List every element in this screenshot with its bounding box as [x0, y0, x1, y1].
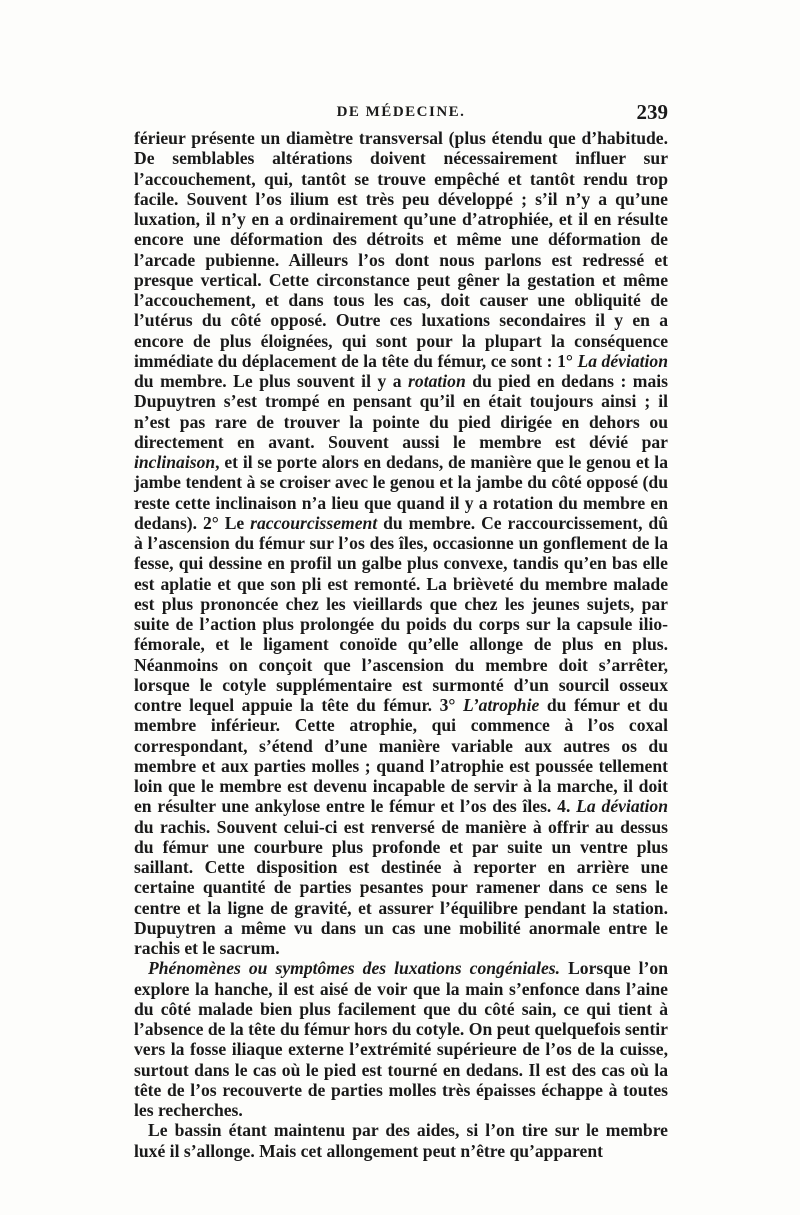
page-number: 239 — [636, 100, 668, 124]
italic-text: rotation — [408, 371, 466, 391]
italic-text: L’atrophie — [463, 695, 540, 715]
text-run: du fémur et du membre inférieur. Cette atrophie, qui commence à l’os coxal correspondant, s’étend d’une manière variable aux autres os du membre et aux parties molles ; quand l’atrophie est poussée tellement loin que le membre est devenu incapable de servir à la marche, il doit en résulter une ankylose entre le fémur et l’os des îles. 4. — [134, 695, 668, 817]
italic-text: raccourcissement — [250, 512, 378, 533]
text-run: férieur présente un diamètre transversal (plus étendu que d’habitude. De semblables altérations doivent nécessairement influer sur l’accouchement, qui, tantôt se trouve empêché et tantôt rendu trop facile. Souvent l’os ilium est très peu développé ; s’il n’y a qu’une luxation, il n’y en a ordinairement qu’une d’atrophiée, et il en résulte encore une déformation des détroits et même une déformation de l’arcade pubienne. Ailleurs l’os dont nous parlons est redressé et presque vertical. Cette circonstance peut gêner la gestation et même l’accouchement, et dans tous les cas, doit causer une obliquité de l’utérus du côté opposé. Outre ces luxations secondaires il y en a encore de plus éloignées, qui sont pour la plupart la conséquence immédiate du déplacement de la tête du fémur, ce sont : 1° — [134, 128, 668, 371]
text-run: du membre. Le plus souvent il y a — [134, 371, 409, 391]
text-run: du rachis. Souvent celui-ci est renversé de manière à offrir au dessus du fémur une courbure plus profonde et par suite un ventre plus saillant. Cette disposition est destinée à reporter en arrière une certaine quantité de parties pesantes pour ramener dans ce sens le centre et la ligne de gravité, et assurer l’équilibre pendant la station. Dupuytren a même vu dans un cas une mobilité anormale entre le rachis et le sacrum. — [134, 816, 668, 958]
body-text — [134, 128, 668, 1161]
text-run: du membre. Ce raccourcissement, dû à l’ascension du fémur sur l’os des îles, occasionne un gonflement de la fesse, qui dessine en profil un galbe plus convexe, tandis qu’en bas elle est aplatie et que son pli est remonté. La brièveté du membre malade est plus prononcée chez les vieillards que chez les jeunes sujets, par suite de l’action plus prolongée du poids du corps sur la capsule ilio-fémorale, et le ligament conoïde qu’elle allonge de plus en plus. Néanmoins on conçoit que l’ascension du membre doit s’arrêter, lorsque le cotyle supplémentaire est surmonté d’un sourcil osseux contre lequel appuie la tête du fémur. 3° — [134, 512, 668, 715]
page-header — [134, 100, 668, 126]
italic-text: La déviation — [576, 796, 668, 817]
italic-text: inclinaison — [134, 452, 216, 472]
text-run: du pied en dedans : mais Dupuytren s’est trompé en pensant qu’il en était toujours ainsi ; il n’est pas rare de trouver la pointe du pied dirigée en dehors ou directement en avant. Souvent aussi le membre est dévié par — [134, 371, 668, 452]
text-run: , et il se porte alors en dedans, de manière que le genou et la jambe tendent à se croiser avec le genou et la jambe du côté opposé (du reste cette inclinaison n’a lieu que quand il y a rotation du membre en dedans). 2° Le — [134, 452, 668, 533]
paragraph — [134, 1120, 668, 1161]
italic-text: Phénomènes ou symptômes des luxations congéniales. — [148, 958, 561, 979]
text-run: Lorsque l’on explore la hanche, il est aisé de voir que la main s’enfonce dans l’aine du côté malade bien plus facilement que du côté sain, ce qui tient à l’absence de la tête du fémur hors du cotyle. On peut quelquefois sentir vers la fosse iliaque externe l’extrémité supérieure de l’os de la cuisse, surtout dans le cas où le pied est tourné en dedans. Il est des cas où la tête de l’os recouverte de parties molles très épaisses échappe à toutes les recherches. — [134, 958, 668, 1120]
paragraph — [134, 958, 668, 1120]
paragraph — [134, 128, 668, 958]
text-run: Le bassin étant maintenu par des aides, si l’on tire sur le membre luxé il s’allonge. Mais cet allongement peut n’être qu’apparent — [134, 1120, 668, 1161]
running-title: DE MÉDECINE. — [336, 104, 466, 120]
italic-text: La déviation — [577, 350, 668, 371]
